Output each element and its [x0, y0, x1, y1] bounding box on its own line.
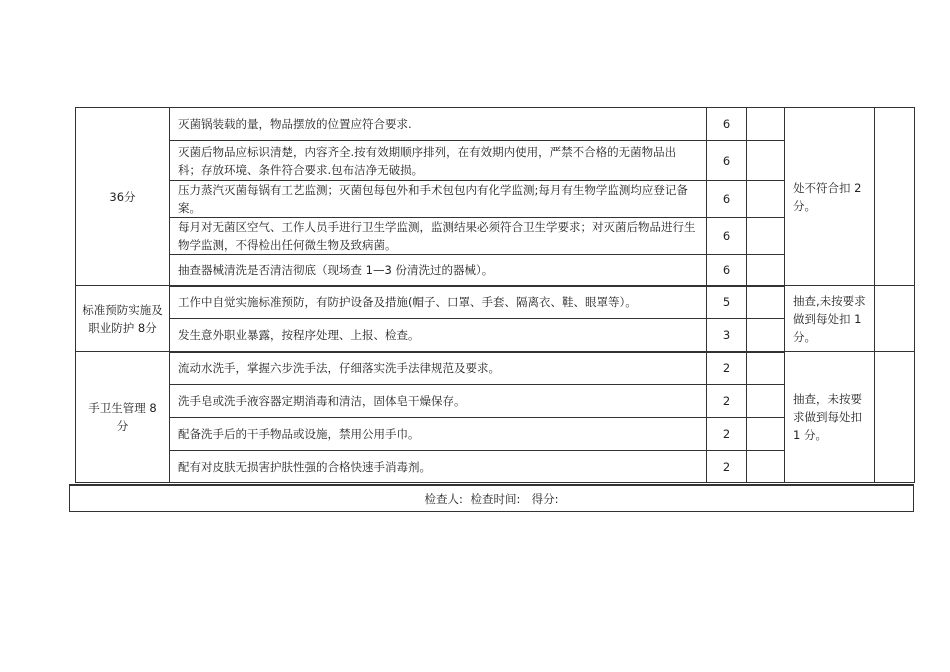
blank-cell [747, 286, 785, 319]
item-score: 6 [707, 218, 747, 255]
blank-cell [747, 108, 785, 141]
item-score: 2 [707, 385, 747, 418]
item-text: 流动水洗手，掌握六步洗手法，仔细落实洗手法律规范及要求。 [170, 352, 707, 385]
item-score: 2 [707, 418, 747, 451]
blank-cell [875, 286, 915, 352]
inspection-table [75, 107, 915, 483]
item-score: 6 [707, 181, 747, 218]
category-label: 36分 [109, 189, 136, 204]
category-cell [76, 286, 170, 352]
item-text: 每月对无菌区空气、工作人员手进行卫生学监测，监测结果必须符合卫生学要求；对灭菌后物品进行生物学监测，不得检出任何微生物及致病菌。 [170, 218, 707, 255]
item-text: 灭菌后物品应标识清楚，内容齐全.按有效期顺序排列，在有效期内使用，严禁不合格的无菌物品出科；存放环境、条件符合要求.包布洁净无破损。 [170, 141, 707, 181]
item-text: 配备洗手后的干手物品或设施，禁用公用手巾。 [170, 418, 707, 451]
category-label: 标准预防实施及职业防护 8分 [82, 302, 163, 335]
item-text: 压力蒸汽灭菌每锅有工艺监测；灭菌包每包外和手术包包内有化学监测;每月有生物学监测均应登记备案。 [170, 181, 707, 218]
blank-cell [875, 108, 915, 286]
blank-cell [875, 352, 915, 483]
category-label: 手卫生管理 8分 [88, 401, 157, 433]
item-score: 6 [707, 141, 747, 181]
item-text: 洗手皂或洗手液容器定期消毒和清洁，固体皂干燥保存。 [170, 385, 707, 418]
table-row [76, 352, 915, 385]
blank-cell [747, 255, 785, 286]
item-score: 2 [707, 352, 747, 385]
inspection-time-label: 检查时间: [470, 492, 521, 506]
table-row [76, 108, 915, 141]
rule-cell: 抽查，未按要求做到每处扣 1 分。 [785, 352, 875, 483]
item-score: 3 [707, 319, 747, 352]
signature-footer [69, 484, 914, 512]
blank-cell [747, 352, 785, 385]
item-text: 灭菌锅装载的量，物品摆放的位置应符合要求. [170, 108, 707, 141]
item-score: 2 [707, 451, 747, 483]
blank-cell [747, 141, 785, 181]
blank-cell [747, 451, 785, 483]
score-label: 得分: [531, 492, 559, 506]
rule-cell: 处不符合扣 2 分。 [785, 108, 875, 286]
item-text: 抽查器械清洗是否清洁彻底（现场查 1—3 份清洗过的器械）。 [170, 255, 707, 286]
item-score: 6 [707, 108, 747, 141]
table-row [76, 286, 915, 319]
blank-cell [747, 385, 785, 418]
blank-cell [747, 319, 785, 352]
category-cell [76, 108, 170, 286]
item-text: 工作中自觉实施标准预防，有防护设备及措施(帽子、口罩、手套、隔离衣、鞋、眼罩等）。 [170, 286, 707, 319]
blank-cell [747, 418, 785, 451]
inspector-label: 检查人: [424, 492, 463, 506]
blank-cell [747, 218, 785, 255]
category-cell [76, 352, 170, 483]
rule-cell: 抽查,未按要求做到每处扣 1 分。 [785, 286, 875, 352]
item-text: 发生意外职业暴露，按程序处理、上报、检查。 [170, 319, 707, 352]
item-text: 配有对皮肤无损害护肤性强的合格快速手消毒剂。 [170, 451, 707, 483]
blank-cell [747, 181, 785, 218]
item-score: 6 [707, 255, 747, 286]
item-score: 5 [707, 286, 747, 319]
